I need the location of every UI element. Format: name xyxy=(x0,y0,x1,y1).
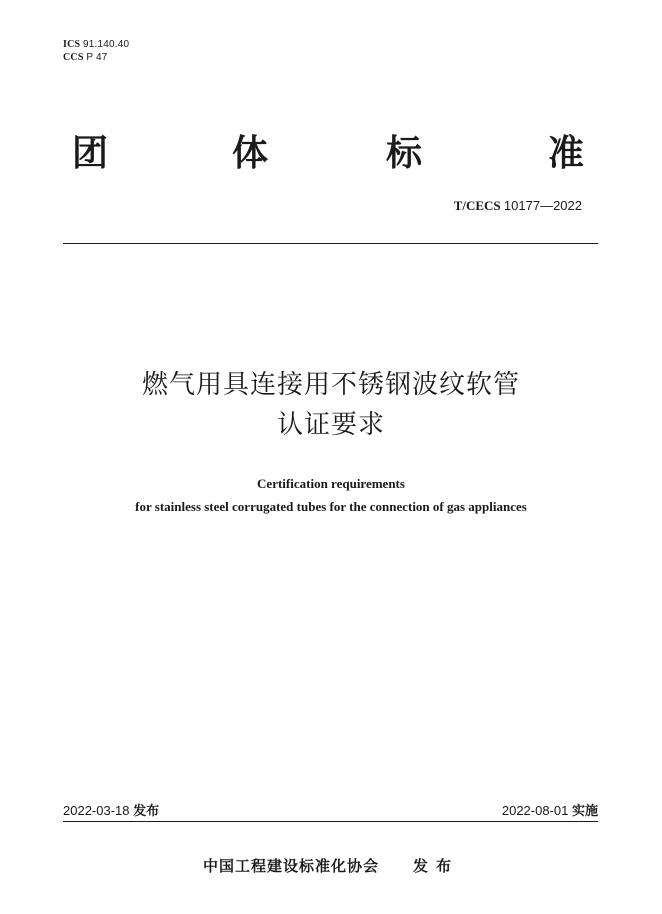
implement-date-label: 实施 xyxy=(571,804,598,819)
chinese-title-line-1: 燃气用具连接用不锈钢波纹软管 xyxy=(141,370,520,400)
date-row xyxy=(63,800,598,818)
chinese-title xyxy=(0,365,662,445)
standard-type-heading xyxy=(72,132,592,176)
standard-type-char-4: 准 xyxy=(548,133,585,174)
ics-code xyxy=(63,38,129,51)
publisher-name: 中国工程建设标准化协会 xyxy=(202,857,379,875)
issue-date xyxy=(63,800,159,819)
standard-type-char-3: 标 xyxy=(386,133,423,174)
issue-date-value: 2022-03-18 xyxy=(63,803,130,818)
ics-label: ICS xyxy=(63,39,81,50)
ccs-value: P 47 xyxy=(86,52,108,63)
english-title xyxy=(0,472,662,518)
footer-divider xyxy=(63,821,598,822)
ccs-code xyxy=(63,51,129,64)
chinese-title-line-2: 认证要求 xyxy=(276,410,385,440)
standard-type-char-2: 体 xyxy=(232,133,269,174)
ccs-label: CCS xyxy=(63,52,84,63)
ics-value: 91.140.40 xyxy=(82,39,130,50)
publisher-action: 发布 xyxy=(413,857,460,875)
english-title-line-2: for stainless steel corrugated tubes for the connection of gas appliances xyxy=(135,499,527,514)
implement-date-value: 2022-08-01 xyxy=(501,803,569,818)
standard-number-prefix: T/CECS xyxy=(453,198,501,213)
classification-codes xyxy=(63,38,129,64)
standard-number-value: 10177—2022 xyxy=(503,198,582,213)
implement-date xyxy=(502,800,598,819)
standard-type-char-1: 团 xyxy=(72,133,109,174)
header-divider xyxy=(63,243,598,244)
standard-number xyxy=(454,198,582,214)
issue-date-label: 发布 xyxy=(133,804,160,819)
publisher-line xyxy=(0,855,662,876)
english-title-line-1: Certification requirements xyxy=(257,476,405,491)
